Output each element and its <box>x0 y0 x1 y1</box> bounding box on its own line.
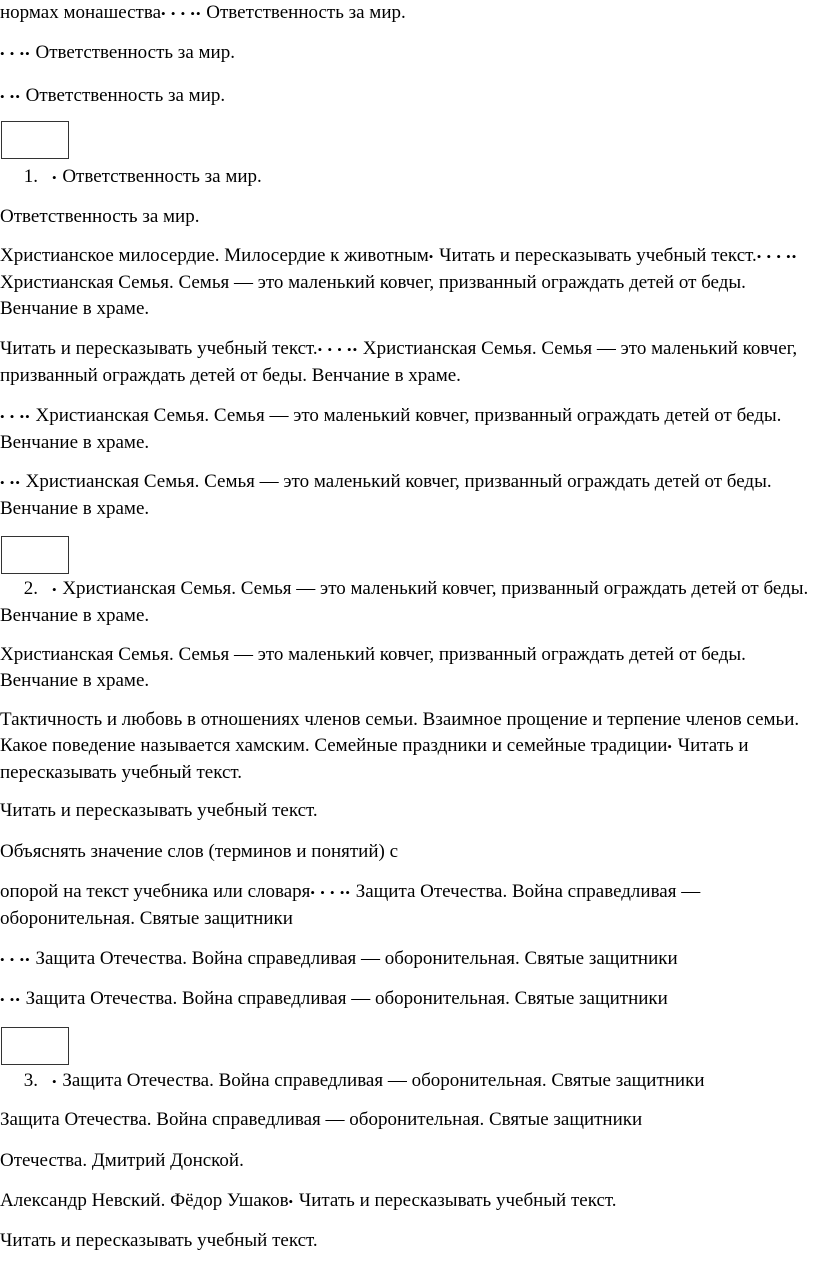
bullet-icon: • <box>52 582 58 597</box>
empty-frame <box>1 1027 69 1065</box>
paragraph <box>0 83 816 110</box>
text-run: Христианская Семья. Семья — это маленький ковчег, призванный ограждать детей от беды. Венчание в храме. <box>0 405 782 453</box>
paragraph <box>0 336 816 389</box>
bullet-icons: • • • •• <box>310 885 351 900</box>
paragraph: Отечества. Дмитрий Донской. <box>0 1150 244 1171</box>
list-item <box>0 576 816 629</box>
list-number: 1. <box>23 166 38 187</box>
empty-frame <box>1 536 69 574</box>
text-run: Защита Отечества. Война справедливая — оборонительная. Святые защитники <box>30 948 678 969</box>
text-run: Читать и пересказывать учебный текст. <box>0 338 318 359</box>
text-run: Ответственность за мир. <box>30 42 235 63</box>
bullet-icons: • •• <box>0 992 21 1007</box>
empty-frame <box>1 121 69 159</box>
text-run: Христианская Семья. Семья — это маленький ковчег, призванный ограждать детей от беды. Венчание в храме. <box>0 471 772 519</box>
bullet-icons: • •• <box>0 475 21 490</box>
list-number: 2. <box>23 578 38 599</box>
text-run: Читать и пересказывать учебный текст. <box>294 1190 617 1211</box>
bullet-icons: • •• <box>0 89 21 104</box>
paragraph <box>0 1188 816 1215</box>
list-item <box>0 164 816 191</box>
text-run: опорой на текст учебника или словаря <box>0 881 311 902</box>
bullet-icon: • <box>428 249 435 264</box>
text-run: Христианская Семья. Семья — это маленький ковчег, призванный ограждать детей от беды. Венчание в храме. <box>0 338 798 386</box>
text-run: Защита Отечества. Война справедливая — оборонительная. Святые защитники <box>57 1070 705 1091</box>
text-run: Читать и пересказывать учебный текст. <box>0 735 749 783</box>
text-run: Защита Отечества. Война справедливая — оборонительная. Святые защитники <box>20 988 668 1009</box>
bullet-icons: • • • •• <box>756 249 798 264</box>
paragraph <box>0 879 816 932</box>
text-run: Христианская Семья. Семья — это маленький ковчег, призванный ограждать детей от беды. Венчание в храме. <box>0 578 809 626</box>
text-run: Тактичность и любовь в отношениях членов семьи. Взаимное прощение и терпение членов семьи. Какое поведение называется хамским. Семейные праздники и семейные традиции <box>0 709 800 756</box>
bullet-icons: • • •• <box>0 46 31 61</box>
paragraph: Читать и пересказывать учебный текст. <box>0 800 318 821</box>
text-run: Ответственность за мир. <box>20 85 226 106</box>
bullet-icon: • <box>52 1074 58 1089</box>
bullet-icons: • • •• <box>0 952 31 967</box>
paragraph: Читать и пересказывать учебный текст. <box>0 1230 318 1251</box>
bullet-icon: • <box>52 170 58 185</box>
paragraph: Ответственность за мир. <box>0 206 200 227</box>
bullet-icon: • <box>667 739 673 754</box>
bullet-icons: • • •• <box>0 409 31 424</box>
list-item <box>0 1068 816 1095</box>
paragraph <box>0 986 816 1013</box>
bullet-icons: • • • •• <box>317 342 359 357</box>
bullet-icon: • <box>288 1194 295 1209</box>
text-run: Христианская Семья. Семья — это маленький ковчег, призванный ограждать детей от беды. Венчание в храме. <box>0 272 746 319</box>
bullet-icons: • • • •• <box>161 6 202 21</box>
paragraph <box>0 707 816 786</box>
paragraph: Объяснять значение слов (терминов и понятий) с <box>0 841 399 862</box>
text-run: Читать и пересказывать учебный текст. <box>434 245 757 266</box>
paragraph <box>0 403 816 456</box>
paragraph <box>0 0 816 27</box>
paragraph <box>0 40 816 67</box>
list-number: 3. <box>23 1070 38 1091</box>
text-run: нормах монашества <box>0 2 162 23</box>
paragraph <box>0 469 816 522</box>
paragraph <box>0 946 816 973</box>
text-run: Защита Отечества. Война справедливая — оборонительная. Святые защитники <box>0 881 701 929</box>
text-run: Христианское милосердие. Милосердие к животным <box>0 245 429 266</box>
text-run: Александр Невский. Фёдор Ушаков <box>0 1190 289 1211</box>
paragraph: Защита Отечества. Война справедливая — оборонительная. Святые защитники <box>0 1109 643 1130</box>
text-run: Ответственность за мир. <box>57 166 262 187</box>
paragraph <box>0 243 816 322</box>
paragraph: Христианская Семья. Семья — это маленький ковчег, призванный ограждать детей от беды. Венчание в храме. <box>0 644 746 691</box>
text-run: Ответственность за мир. <box>201 2 406 23</box>
